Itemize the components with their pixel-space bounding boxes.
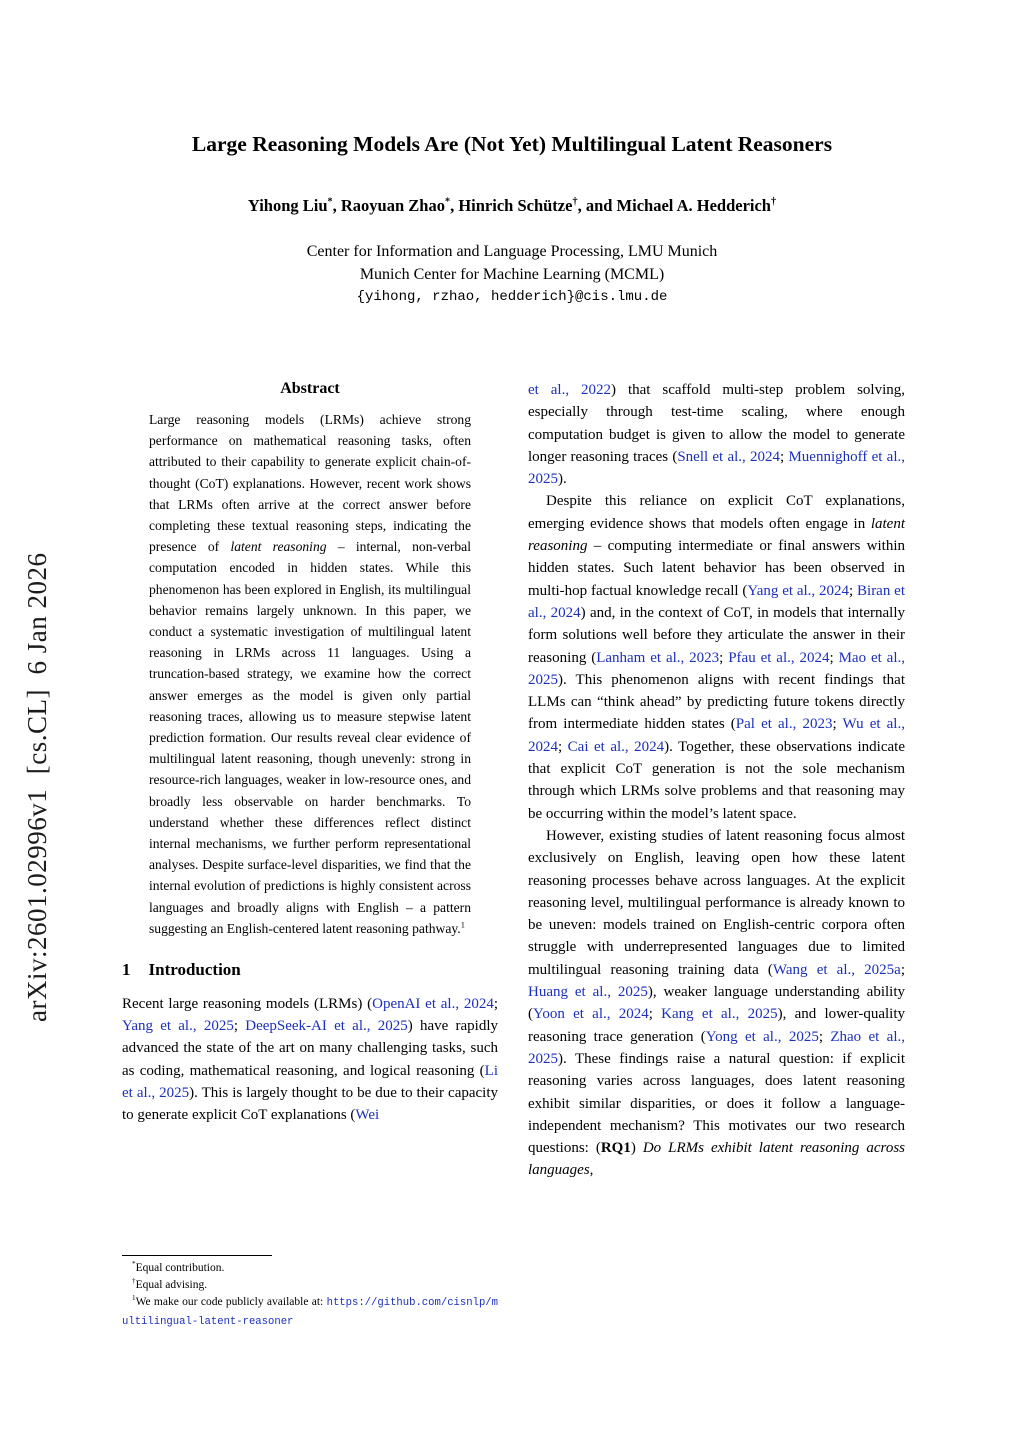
text-segment: *	[132, 1260, 136, 1269]
text-segment: *	[444, 196, 451, 208]
text-segment: )	[630, 1140, 643, 1157]
text-segment: ;	[233, 1018, 246, 1035]
citation-link[interactable]: Mao et al., 2025	[528, 649, 906, 688]
text-segment: , and Michael A. Hedderich	[577, 196, 771, 215]
contact-email: {yihong, rzhao, hedderich}@cis.lmu.de	[356, 289, 668, 305]
text-segment: latent reasoning	[528, 515, 905, 555]
citation-link[interactable]: Pal et al., 2023	[735, 716, 833, 733]
citation-link[interactable]: DeepSeek-AI et al., 2025	[245, 1018, 408, 1035]
citation-link[interactable]: et al., 2022	[528, 382, 612, 398]
text-segment: ;	[900, 961, 905, 978]
text-segment: ;	[719, 649, 729, 666]
text-segment: We make our code publicly available at:	[135, 1296, 327, 1309]
body-paragraph	[528, 490, 905, 824]
text-segment: †	[770, 196, 777, 208]
text-segment: , Raoyuan Zhao	[332, 196, 445, 215]
text-segment: ).	[558, 471, 567, 488]
text-segment: ;	[829, 649, 839, 666]
left-column	[122, 380, 498, 1126]
text-segment: †	[572, 196, 578, 208]
citation-link[interactable]: Lanham et al., 2023	[596, 649, 720, 666]
abstract-heading: Abstract	[280, 380, 340, 397]
citation-link[interactable]: Huang et al., 2025	[528, 984, 648, 1001]
footnotes	[122, 1255, 498, 1331]
citation-link[interactable]: Muennighoff et al., 2025	[528, 448, 905, 488]
page-title: Large Reasoning Models Are (Not Yet) Multilingual Latent Reasoners	[191, 132, 833, 156]
text-segment: ). This phenomenon aligns with recent findings that LLMs can “think ahead” by predicting future tokens directly from intermediate hidden states (	[528, 671, 905, 733]
text-segment: However, existing studies of latent reasoning focus almost exclusively on English, leaving open how these latent reasoning processes behave across languages. At the explicit reasoning level, multilingual performance is already known to be uneven: models trained on English-centric corpora often struggle with underrepresented languages due to limited multilingual reasoning training data (	[528, 827, 905, 978]
section-heading-introduction	[122, 960, 498, 980]
affiliation-line-2: Munich Center for Machine Learning (MCML)	[359, 266, 665, 283]
body-paragraph	[528, 825, 905, 1182]
text-segment: ). These findings raise a natural question: if explicit reasoning varies across languages, does latent reasoning exhibit similar disparities, or does it follow a language-independent mechanism? This motivates our two research questions: (	[528, 1050, 905, 1157]
footnote-rule	[122, 1255, 272, 1256]
citation-link[interactable]: Wu et al., 2024	[528, 716, 905, 755]
citation-link[interactable]: Snell et al., 2024	[677, 448, 781, 465]
text-segment: , Hinrich Schütze	[450, 196, 573, 215]
url-link[interactable]: https://github.com/cisnlp/multilingual-latent-reasoner	[122, 1297, 498, 1328]
text-segment: ;	[558, 738, 568, 755]
section-number: 1	[122, 960, 131, 980]
citation-link[interactable]: Pfau et al., 2024	[728, 649, 830, 666]
text-segment: Yihong Liu	[247, 196, 328, 215]
text-segment: Equal contribution.	[135, 1262, 225, 1274]
citation-link[interactable]: Kang et al., 2025	[661, 1006, 778, 1023]
text-segment: Equal advising.	[135, 1279, 208, 1292]
citation-link[interactable]: Yang et al., 2024	[747, 582, 850, 599]
footnote-equal-advising	[122, 1277, 498, 1294]
author-line	[0, 196, 1024, 216]
text-segment: †	[132, 1277, 136, 1286]
citation-link[interactable]: Zhao et al., 2025	[528, 1028, 906, 1067]
text-segment: ). Together, these observations indicate that explicit CoT generation is not the sole mechanism through which LRMs solve problems and that reasoning may be occurring within the model’s latent space.	[528, 738, 905, 822]
text-segment: ;	[832, 716, 843, 733]
abstract-text	[149, 409, 471, 939]
text-segment: ;	[493, 996, 499, 1013]
text-segment: ). This is largely thought to be due to their capacity to generate explicit CoT explanations (	[122, 1084, 498, 1124]
text-segment: latent reasoning	[230, 539, 327, 555]
text-segment: ;	[648, 1006, 662, 1023]
text-segment: *	[327, 196, 333, 208]
text-segment: Recent large reasoning models (LRMs) (	[122, 996, 373, 1013]
text-segment: Large reasoning models (LRMs) achieve strong performance on mathematical reasoning tasks, often attributed to their capability to generate explicit chain-of-thought (CoT) explanations. However, recent work shows that LRMs often arrive at the correct answer before completing these textual reasoning steps, indicating the presence of	[149, 412, 471, 555]
text-segment: ) have rapidly advanced the state of the art on many challenging tasks, such as coding, mathematical reasoning, and logical reasoning (	[122, 1018, 498, 1079]
text-segment: 1	[460, 919, 465, 930]
text-segment: RQ1	[600, 1140, 631, 1157]
text-segment: ;	[780, 448, 789, 465]
text-segment: ) and, in the context of CoT, in models that internally form solutions well before they articulate the answer in their reasoning (	[528, 604, 905, 666]
text-segment: – internal, non-verbal computation encoded in hidden states. While this phenomenon has been explored in English, its multilingual behavior remains largely unknown. In this paper, we conduct a systematic investigation of multilingual latent reasoning in LRMs across 11 languages. Using a truncation-based strategy, we examine how the correct answer emerges as the model is given only partial reasoning traces, allowing us to measure stepwise latent prediction formation. Our results reveal clear evidence of multilingual latent reasoning, though unevenly: strong in resource-rich languages, weaker in low-resource ones, and broadly less observable on harder benchmarks. To understand whether these differences reflect distinct internal mechanisms, we further perform representational analyses. Despite surface-level disparities, we find that the internal evolution of predictions is highly consistent across languages and broadly aligns with English – a pattern suggesting an English-centered latent reasoning pathway.	[149, 539, 471, 936]
text-segment: ;	[818, 1028, 831, 1045]
citation-link[interactable]: Yoon et al., 2024	[533, 1006, 649, 1023]
citation-link[interactable]: Li et al., 2025	[122, 1062, 498, 1101]
text-segment: ), and lower-quality reasoning trace generation (	[528, 1006, 905, 1045]
intro-paragraph	[122, 993, 498, 1126]
citation-link[interactable]: Wei	[355, 1107, 380, 1124]
citation-link[interactable]: Yong et al., 2025	[705, 1028, 819, 1045]
citation-link[interactable]: OpenAI et al., 2024	[372, 996, 494, 1013]
text-segment: ;	[849, 582, 858, 599]
text-segment: 1	[132, 1294, 136, 1303]
affiliation-line-1: Center for Information and Language Processing, LMU Munich	[306, 243, 718, 260]
footnote-code-availability	[122, 1294, 498, 1330]
section-title: Introduction	[148, 960, 241, 980]
citation-link[interactable]: Yang et al., 2025	[122, 1018, 234, 1035]
footnote-equal-contribution	[122, 1260, 498, 1277]
right-column	[528, 379, 905, 1182]
text-segment: Despite this reliance on explicit CoT explanations, emerging evidence shows that models often engage in	[528, 493, 905, 532]
arxiv-watermark: arXiv:2601.02996v1 [cs.CL] 6 Jan 2026	[22, 552, 52, 1022]
body-paragraph	[528, 379, 905, 490]
text-segment: ), weaker language understanding ability (	[528, 984, 906, 1023]
citation-link[interactable]: Biran et al., 2024	[528, 582, 905, 621]
text-segment: Do LRMs exhibit latent reasoning across languages,	[528, 1140, 905, 1179]
citation-link[interactable]: Cai et al., 2024	[567, 738, 665, 755]
text-segment: ) that scaffold multi-step problem solving, especially through test-time scaling, where enough computation budget is given to allow the model to generate longer reasoning traces (	[528, 382, 905, 465]
text-segment: – computing intermediate or final answers within hidden states. Such latent behavior has been observed in multi-hop factual knowledge recall (	[528, 538, 905, 599]
citation-link[interactable]: Wang et al., 2025a	[772, 961, 901, 978]
